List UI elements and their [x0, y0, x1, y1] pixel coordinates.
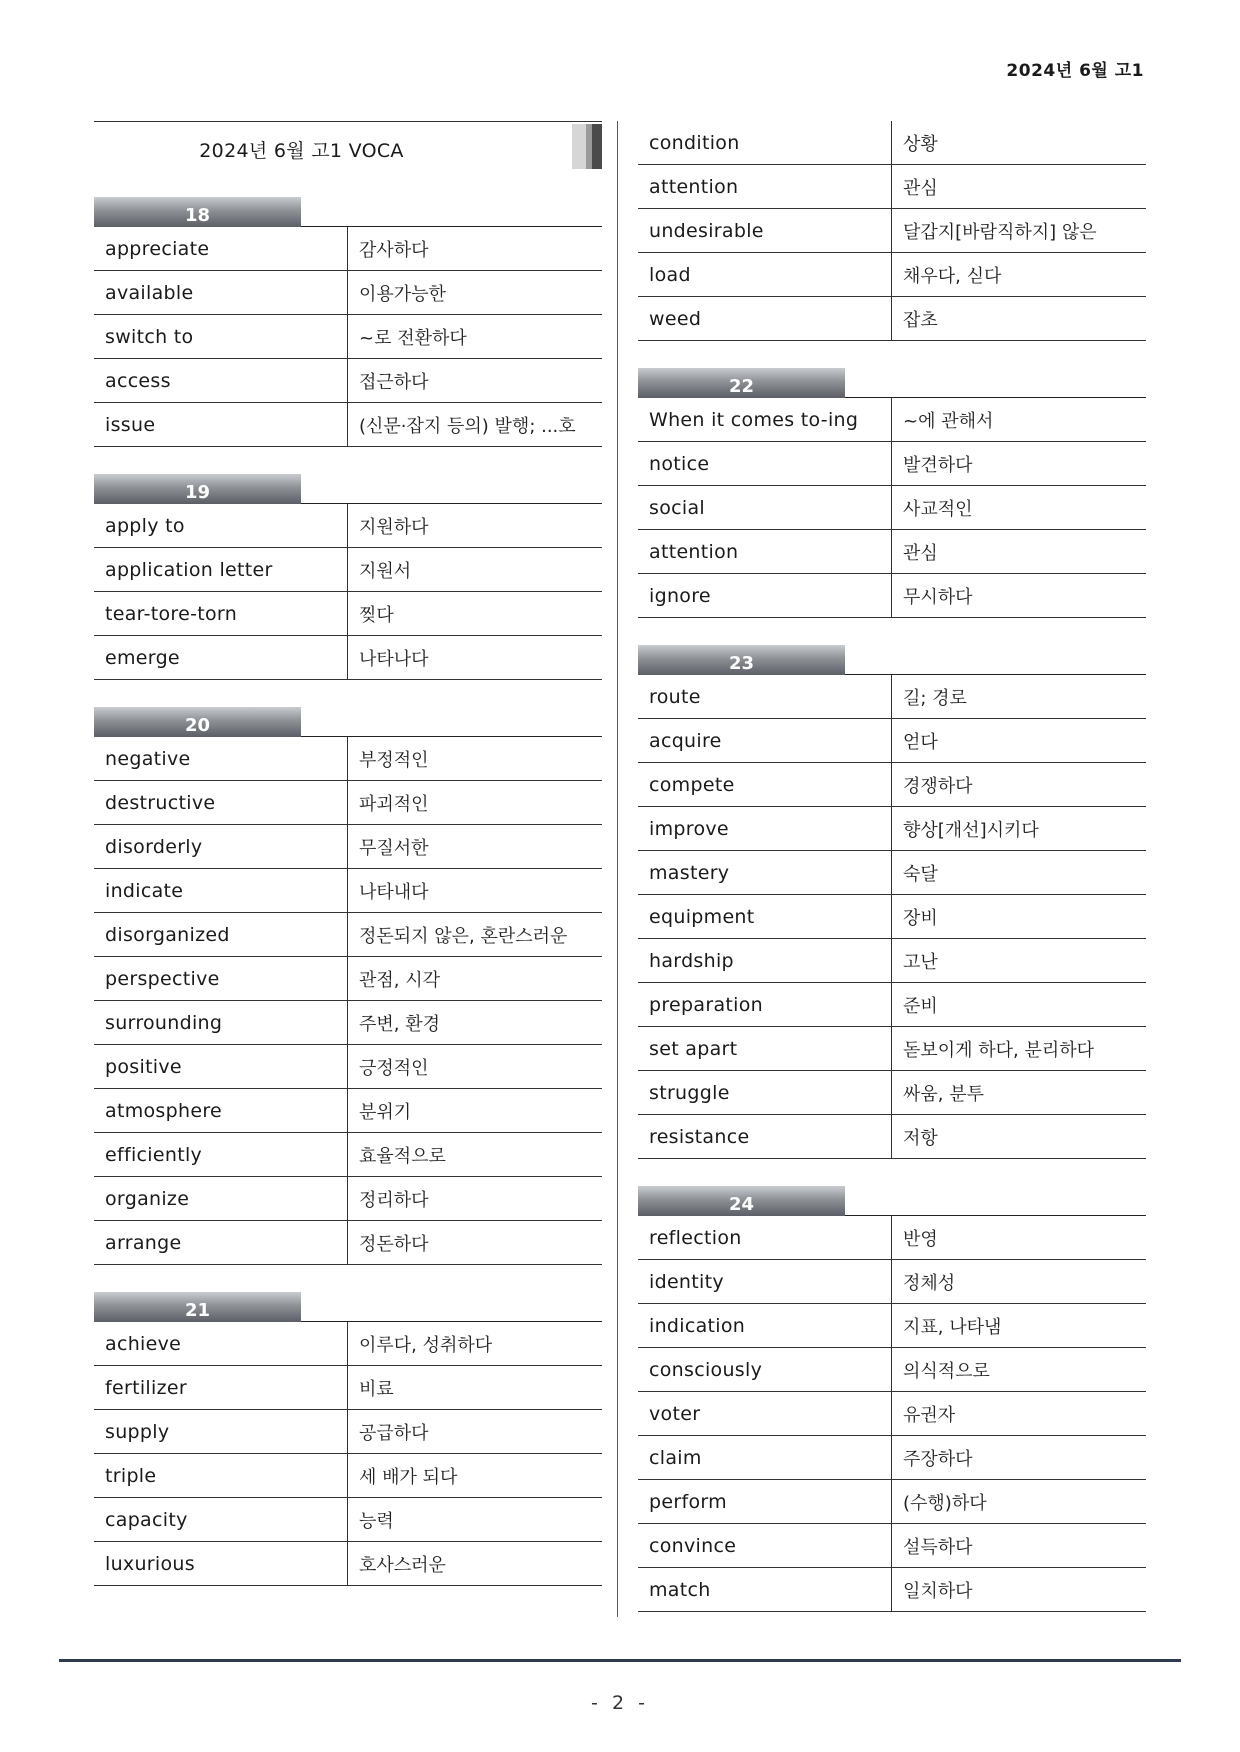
vocab-word: improve — [638, 807, 892, 851]
vocab-word: application letter — [94, 548, 348, 592]
vocab-section — [94, 473, 602, 680]
section-header — [94, 473, 602, 504]
vocab-meaning: 경쟁하다 — [892, 763, 1147, 807]
vocab-row — [94, 315, 602, 359]
vocab-row — [638, 1348, 1146, 1392]
vocab-row — [94, 403, 602, 447]
vocab-section — [94, 196, 602, 447]
vocab-meaning: 잡초 — [892, 297, 1147, 341]
vocab-row — [638, 1071, 1146, 1115]
vocab-word: ignore — [638, 574, 892, 618]
vocab-word: hardship — [638, 939, 892, 983]
vocab-row — [638, 165, 1146, 209]
vocab-word: perspective — [94, 957, 348, 1001]
right-column — [638, 121, 1146, 1612]
vocab-word: supply — [94, 1410, 348, 1454]
vocab-meaning: 호사스러운 — [348, 1542, 603, 1586]
vocab-word: attention — [638, 165, 892, 209]
vocab-row — [94, 913, 602, 957]
vocab-row — [638, 939, 1146, 983]
vocab-meaning: 관심 — [892, 165, 1147, 209]
section-number: 18 — [94, 197, 301, 227]
section-header — [94, 196, 602, 227]
vocab-row — [94, 1454, 602, 1498]
page-number: - 2 - — [591, 1692, 649, 1714]
vocab-word: set apart — [638, 1027, 892, 1071]
vocab-row — [638, 209, 1146, 253]
vocab-meaning: 정돈되지 않은, 혼란스러운 — [348, 913, 603, 957]
vocab-meaning: 파괴적인 — [348, 781, 603, 825]
vocab-row — [94, 1177, 602, 1221]
vocab-row — [638, 1392, 1146, 1436]
vocab-row — [638, 1568, 1146, 1612]
vocab-row — [638, 895, 1146, 939]
vocab-word: disorganized — [94, 913, 348, 957]
section-number: 19 — [94, 474, 301, 504]
vocab-meaning: 장비 — [892, 895, 1147, 939]
vocab-word: preparation — [638, 983, 892, 1027]
vocab-row — [94, 504, 602, 548]
vocab-row — [638, 1260, 1146, 1304]
vocab-word: perform — [638, 1480, 892, 1524]
vocab-meaning: 고난 — [892, 939, 1147, 983]
vocab-row — [94, 957, 602, 1001]
vocab-meaning: 긍정적인 — [348, 1045, 603, 1089]
vocab-word: available — [94, 271, 348, 315]
vocab-meaning: 나타내다 — [348, 869, 603, 913]
vocab-word: identity — [638, 1260, 892, 1304]
vocab-row — [94, 737, 602, 781]
vocab-word: resistance — [638, 1115, 892, 1159]
vocab-meaning: (수행)하다 — [892, 1480, 1147, 1524]
vocab-meaning: 채우다, 싣다 — [892, 253, 1147, 297]
vocab-word: emerge — [94, 636, 348, 680]
vocab-table — [638, 121, 1146, 341]
vocab-word: compete — [638, 763, 892, 807]
vocab-row — [638, 719, 1146, 763]
section-header — [94, 1291, 602, 1322]
vocab-row — [94, 1322, 602, 1366]
section-header — [638, 1185, 1146, 1216]
vocab-meaning: 공급하다 — [348, 1410, 603, 1454]
vocab-word: consciously — [638, 1348, 892, 1392]
vocab-meaning: 감사하다 — [348, 227, 603, 271]
vocab-meaning: 사교적인 — [892, 486, 1147, 530]
vocab-word: claim — [638, 1436, 892, 1480]
vocab-word: reflection — [638, 1216, 892, 1260]
vocab-row — [638, 253, 1146, 297]
vocab-word: arrange — [94, 1221, 348, 1265]
vocab-row — [638, 1115, 1146, 1159]
vocab-meaning: 관점, 시각 — [348, 957, 603, 1001]
vocab-row — [94, 1133, 602, 1177]
vocab-table — [94, 1322, 602, 1586]
vocab-meaning: 능력 — [348, 1498, 603, 1542]
vocab-meaning: 이루다, 성취하다 — [348, 1322, 603, 1366]
vocab-word: atmosphere — [94, 1089, 348, 1133]
vocab-section — [638, 1185, 1146, 1612]
vocab-meaning: 지표, 나타냄 — [892, 1304, 1147, 1348]
vocab-word: load — [638, 253, 892, 297]
vocab-word: indication — [638, 1304, 892, 1348]
vocab-meaning: 달갑지[바람직하지] 않은 — [892, 209, 1147, 253]
vocab-word: weed — [638, 297, 892, 341]
vocab-word: achieve — [94, 1322, 348, 1366]
vocab-meaning: (신문·잡지 등의) 발행; ...호 — [348, 403, 603, 447]
vocab-meaning: 저항 — [892, 1115, 1147, 1159]
section-number: 20 — [94, 707, 301, 737]
vocab-word: When it comes to-ing — [638, 398, 892, 442]
vocab-section — [638, 644, 1146, 1159]
vocab-word: acquire — [638, 719, 892, 763]
vocab-table — [94, 504, 602, 680]
title-decoration — [572, 124, 586, 169]
vocab-row — [638, 398, 1146, 442]
vocab-section — [94, 706, 602, 1265]
vocab-table — [638, 398, 1146, 618]
vocab-meaning: 주변, 환경 — [348, 1001, 603, 1045]
vocab-meaning: 싸움, 분투 — [892, 1071, 1147, 1115]
vocab-row — [94, 636, 602, 680]
vocab-word: organize — [94, 1177, 348, 1221]
vocab-row — [638, 121, 1146, 165]
section-header — [638, 644, 1146, 675]
vocab-table — [94, 227, 602, 447]
vocab-row — [94, 869, 602, 913]
vocab-meaning: 일치하다 — [892, 1568, 1147, 1612]
vocab-row — [94, 1410, 602, 1454]
vocab-row — [638, 763, 1146, 807]
doc-title: 2024년 6월 고1 VOCA — [199, 140, 404, 162]
column-divider — [617, 121, 618, 1617]
vocab-word: condition — [638, 121, 892, 165]
vocab-table — [638, 1216, 1146, 1612]
vocab-word: indicate — [94, 869, 348, 913]
vocab-meaning: 반영 — [892, 1216, 1147, 1260]
vocab-meaning: 주장하다 — [892, 1436, 1147, 1480]
vocab-row — [638, 1436, 1146, 1480]
vocab-word: mastery — [638, 851, 892, 895]
vocab-row — [94, 1089, 602, 1133]
vocab-word: switch to — [94, 315, 348, 359]
vocab-meaning: 발견하다 — [892, 442, 1147, 486]
vocab-row — [94, 1366, 602, 1410]
vocab-section — [94, 1291, 602, 1586]
vocab-row — [638, 1480, 1146, 1524]
vocab-word: route — [638, 675, 892, 719]
vocab-word: equipment — [638, 895, 892, 939]
vocab-word: voter — [638, 1392, 892, 1436]
vocab-row — [638, 675, 1146, 719]
vocab-word: access — [94, 359, 348, 403]
vocab-word: apply to — [94, 504, 348, 548]
vocab-table — [94, 737, 602, 1265]
vocab-row — [638, 851, 1146, 895]
vocab-row — [94, 227, 602, 271]
page-header-title: 2024년 6월 고1 — [1006, 61, 1144, 81]
vocab-word: convince — [638, 1524, 892, 1568]
vocab-meaning: 상황 — [892, 121, 1147, 165]
vocab-word: triple — [94, 1454, 348, 1498]
vocab-meaning: 정리하다 — [348, 1177, 603, 1221]
vocab-meaning: 유권자 — [892, 1392, 1147, 1436]
vocab-row — [94, 1542, 602, 1586]
section-number: 23 — [638, 645, 845, 675]
vocab-row — [638, 1216, 1146, 1260]
vocab-row — [638, 574, 1146, 618]
vocab-word: fertilizer — [94, 1366, 348, 1410]
vocab-row — [638, 1304, 1146, 1348]
vocab-row — [638, 442, 1146, 486]
vocab-word: disorderly — [94, 825, 348, 869]
vocab-row — [94, 548, 602, 592]
vocab-word: issue — [94, 403, 348, 447]
vocab-row — [94, 592, 602, 636]
vocab-row — [638, 297, 1146, 341]
vocab-row — [94, 359, 602, 403]
vocab-word: capacity — [94, 1498, 348, 1542]
vocab-meaning: 분위기 — [348, 1089, 603, 1133]
vocab-meaning: 의식적으로 — [892, 1348, 1147, 1392]
vocab-meaning: 정체성 — [892, 1260, 1147, 1304]
vocab-meaning: 정돈하다 — [348, 1221, 603, 1265]
vocab-meaning: 효율적으로 — [348, 1133, 603, 1177]
vocab-meaning: 나타나다 — [348, 636, 603, 680]
vocab-row — [94, 781, 602, 825]
vocab-meaning: 세 배가 되다 — [348, 1454, 603, 1498]
vocab-word: efficiently — [94, 1133, 348, 1177]
vocab-word: attention — [638, 530, 892, 574]
vocab-row — [94, 1001, 602, 1045]
vocab-row — [638, 1524, 1146, 1568]
vocab-meaning: 관심 — [892, 530, 1147, 574]
left-sections — [94, 196, 602, 1586]
vocab-word: negative — [94, 737, 348, 781]
section-number: 24 — [638, 1186, 845, 1216]
vocab-meaning: 설득하다 — [892, 1524, 1147, 1568]
vocab-word: destructive — [94, 781, 348, 825]
vocab-meaning: 지원하다 — [348, 504, 603, 548]
vocab-word: appreciate — [94, 227, 348, 271]
section-header — [638, 367, 1146, 398]
vocab-word: surrounding — [94, 1001, 348, 1045]
doc-title-box — [94, 121, 602, 170]
vocab-row — [638, 486, 1146, 530]
vocab-meaning: 숙달 — [892, 851, 1147, 895]
vocab-word: luxurious — [94, 1542, 348, 1586]
vocab-meaning: 무질서한 — [348, 825, 603, 869]
vocab-row — [94, 1045, 602, 1089]
vocab-row — [638, 530, 1146, 574]
vocab-word: notice — [638, 442, 892, 486]
vocab-row — [94, 825, 602, 869]
vocab-meaning: ~로 전환하다 — [348, 315, 603, 359]
vocab-row — [94, 271, 602, 315]
vocab-meaning: 향상[개선]시키다 — [892, 807, 1147, 851]
vocab-row — [638, 1027, 1146, 1071]
vocab-section — [638, 367, 1146, 618]
vocab-meaning: 비료 — [348, 1366, 603, 1410]
section-number: 21 — [94, 1292, 301, 1322]
vocab-meaning: 부정적인 — [348, 737, 603, 781]
vocab-row — [94, 1221, 602, 1265]
vocab-meaning: 지원서 — [348, 548, 603, 592]
vocab-word: struggle — [638, 1071, 892, 1115]
vocab-row — [94, 1498, 602, 1542]
vocab-meaning: 준비 — [892, 983, 1147, 1027]
vocab-word: positive — [94, 1045, 348, 1089]
section-header — [94, 706, 602, 737]
vocab-table — [638, 675, 1146, 1159]
right-sections — [638, 367, 1146, 1612]
vocab-word: tear-tore-torn — [94, 592, 348, 636]
section-number: 22 — [638, 368, 845, 398]
vocab-word: match — [638, 1568, 892, 1612]
vocab-meaning: 접근하다 — [348, 359, 603, 403]
left-column — [94, 121, 602, 1586]
footer-rule — [59, 1659, 1181, 1662]
vocab-meaning: 얻다 — [892, 719, 1147, 763]
vocab-meaning: 길; 경로 — [892, 675, 1147, 719]
vocab-section-continued — [638, 121, 1146, 341]
vocab-meaning: ~에 관해서 — [892, 398, 1147, 442]
vocab-meaning: 무시하다 — [892, 574, 1147, 618]
vocab-meaning: 찢다 — [348, 592, 603, 636]
vocab-meaning: 돋보이게 하다, 분리하다 — [892, 1027, 1147, 1071]
vocab-row — [638, 807, 1146, 851]
vocab-word: social — [638, 486, 892, 530]
vocab-word: undesirable — [638, 209, 892, 253]
vocab-meaning: 이용가능한 — [348, 271, 603, 315]
vocab-row — [638, 983, 1146, 1027]
title-decoration — [592, 124, 602, 169]
